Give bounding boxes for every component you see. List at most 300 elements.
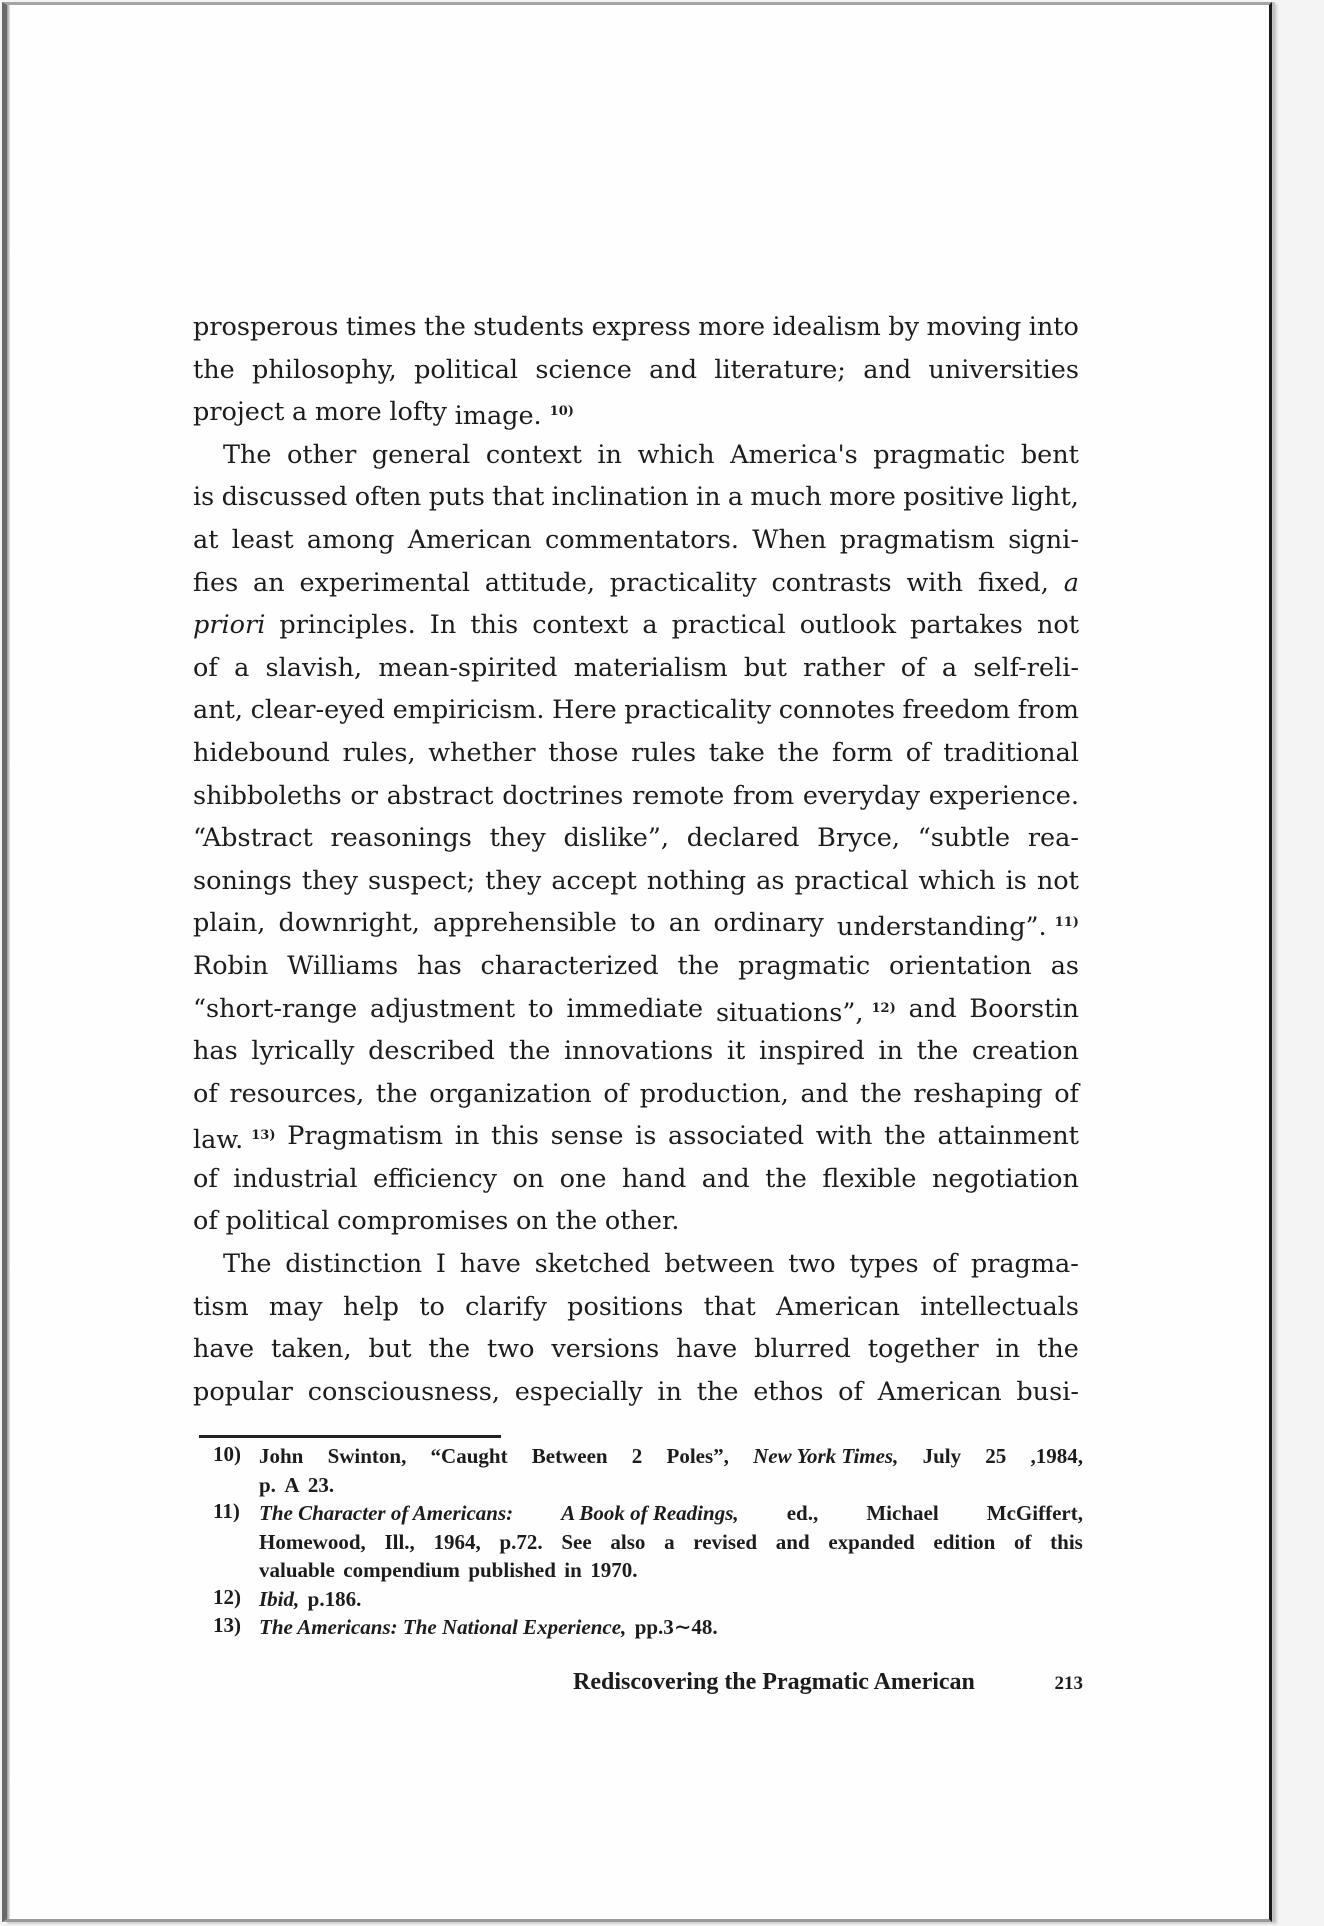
word: practicality xyxy=(624,695,772,726)
word: the xyxy=(696,1376,739,1407)
word: literature; xyxy=(714,354,846,385)
word: creation xyxy=(971,1036,1079,1067)
word: positions xyxy=(567,1291,684,1322)
word: whether xyxy=(428,737,536,768)
footnote-text: ,1984, xyxy=(1030,1444,1083,1468)
word: in xyxy=(657,1376,682,1407)
body-line xyxy=(193,349,1079,392)
word: innovations xyxy=(564,1036,714,1067)
word: to xyxy=(419,1291,445,1322)
body-line xyxy=(193,1371,1079,1414)
word: apprehensible xyxy=(433,908,617,939)
word: political xyxy=(225,1206,330,1237)
footnote-reference[interactable]: 10) xyxy=(549,404,574,420)
word: of xyxy=(1054,1078,1079,1109)
word: and xyxy=(701,1163,750,1194)
footnote-text: See xyxy=(561,1529,592,1554)
word: a xyxy=(234,652,250,683)
footnote-line xyxy=(259,1471,1083,1500)
word: of xyxy=(838,1376,863,1407)
word: American xyxy=(407,524,532,555)
word: a xyxy=(1063,567,1079,598)
word: remote xyxy=(632,780,725,811)
word: in xyxy=(695,482,721,513)
footnote-line xyxy=(259,1528,1083,1557)
word: form xyxy=(831,737,894,768)
word: of xyxy=(932,1249,958,1280)
footnote-text: p.72. xyxy=(499,1529,543,1554)
word: immediate xyxy=(566,993,704,1024)
word: a xyxy=(642,610,658,641)
word: rea- xyxy=(1027,823,1079,854)
running-footer-title: Rediscovering the Pragmatic American xyxy=(573,1669,975,1695)
word: the xyxy=(424,312,466,342)
word: with xyxy=(815,1121,873,1152)
word: context xyxy=(532,610,629,641)
word: prosperous xyxy=(193,312,339,342)
word: blurred xyxy=(754,1334,851,1365)
word: “subtle xyxy=(917,823,1011,854)
footnote-text: edition xyxy=(933,1529,996,1554)
word: intellectuals xyxy=(920,1291,1079,1322)
word: of xyxy=(905,737,931,768)
word: one xyxy=(559,1163,607,1194)
body-line xyxy=(193,1200,1079,1243)
word: inspired xyxy=(758,1036,865,1067)
footnote-text: 25 xyxy=(985,1444,1007,1468)
word: contrasts xyxy=(771,567,892,598)
word: ant, xyxy=(193,695,243,726)
word: doctrines xyxy=(502,780,624,811)
footnote-text: Swinton, xyxy=(327,1444,407,1468)
word: a xyxy=(727,482,744,513)
word: express xyxy=(591,312,691,342)
word: from xyxy=(732,780,795,811)
word: that xyxy=(492,482,545,513)
body-line xyxy=(193,519,1079,562)
word: situations”, xyxy=(715,997,864,1028)
word: have xyxy=(459,1249,521,1280)
word: Boorstin xyxy=(969,993,1079,1024)
word: versions xyxy=(551,1334,660,1365)
word: shibboleths xyxy=(193,780,342,811)
body-line xyxy=(193,860,1079,903)
word: mean-spirited xyxy=(378,652,558,683)
word: hand xyxy=(621,1163,687,1194)
word: they xyxy=(301,865,359,896)
word: orientation xyxy=(889,950,1032,981)
word: not xyxy=(1036,865,1079,896)
footnote-text: compendium xyxy=(343,1558,460,1582)
word: is xyxy=(1005,865,1027,896)
word: America's xyxy=(730,439,858,470)
footnote-text: Ill., xyxy=(384,1529,415,1554)
word: ordinary xyxy=(713,908,824,939)
body-line xyxy=(193,902,1079,945)
word: context xyxy=(485,439,582,470)
word: has xyxy=(416,950,462,981)
word: described xyxy=(368,1036,495,1067)
footnote-number: 10) xyxy=(213,1442,241,1466)
word: pragmatic xyxy=(738,950,871,981)
word: American xyxy=(775,1291,900,1322)
footnote-number: 13) xyxy=(213,1613,241,1637)
footnote-text: Ibid, xyxy=(259,1586,300,1611)
word: Here xyxy=(552,695,617,726)
footnote-reference[interactable]: 11) xyxy=(1054,915,1079,931)
footnote xyxy=(213,1442,1083,1499)
word: compromises xyxy=(337,1206,509,1237)
word: general xyxy=(371,439,471,470)
footnote-text: The Character of Americans: xyxy=(259,1501,514,1525)
word: that xyxy=(703,1291,756,1322)
running-footer xyxy=(573,1669,1083,1696)
word: consciousness, xyxy=(307,1376,500,1407)
footnote-text: expanded xyxy=(828,1529,915,1554)
body-line xyxy=(193,434,1079,477)
word: at xyxy=(193,524,219,555)
word: of xyxy=(193,652,218,683)
word: “Abstract xyxy=(193,823,313,854)
word: fixed, xyxy=(977,567,1049,598)
word: it xyxy=(726,1036,746,1067)
word: plain, xyxy=(193,908,266,939)
footnote-line xyxy=(259,1613,1083,1642)
word: discussed xyxy=(221,482,348,513)
word-with-footnote-ref xyxy=(716,988,896,1031)
word: rather xyxy=(803,652,885,683)
word: they xyxy=(489,823,546,854)
word: by xyxy=(888,312,920,342)
footnote-text: p.186. xyxy=(307,1586,362,1611)
footnote-line xyxy=(259,1499,1083,1528)
footnote-line xyxy=(259,1556,1083,1585)
word: is xyxy=(193,482,215,513)
word: the xyxy=(555,1206,598,1237)
body-text xyxy=(193,306,1079,1413)
word: in xyxy=(995,1334,1021,1365)
word: among xyxy=(306,524,395,555)
word: the xyxy=(916,1036,959,1067)
document-page xyxy=(2,2,1272,1922)
word: two xyxy=(788,1249,836,1280)
word: philosophy, xyxy=(252,354,397,385)
word-with-footnote-ref xyxy=(193,1115,276,1158)
word: connotes xyxy=(778,695,895,726)
body-line xyxy=(193,562,1079,605)
footnotes xyxy=(213,1442,1083,1642)
body-line xyxy=(193,689,1079,732)
body-line xyxy=(193,732,1079,775)
word: “short-range xyxy=(193,993,358,1024)
footnote-text: A Book of Readings, xyxy=(561,1501,739,1525)
body-line xyxy=(193,1030,1079,1073)
footnote-text: McGiffert, xyxy=(986,1501,1083,1525)
word: reasonings xyxy=(330,823,472,854)
word: they xyxy=(485,865,542,896)
word: which xyxy=(918,865,996,896)
word: the xyxy=(860,1078,902,1109)
word: attainment xyxy=(937,1121,1079,1152)
word: often xyxy=(354,482,422,513)
footnote-text: 1964, xyxy=(433,1529,481,1554)
word: light, xyxy=(1011,482,1079,513)
word: in xyxy=(878,1036,903,1067)
word: moving xyxy=(926,312,1022,342)
footnote xyxy=(213,1499,1083,1585)
word: resources, xyxy=(229,1078,365,1109)
footnote-text: 23. xyxy=(307,1472,335,1497)
word: priori xyxy=(193,610,266,641)
word: Pragmatism xyxy=(287,1121,444,1152)
body-line xyxy=(193,1286,1079,1329)
word: image. xyxy=(454,401,542,432)
word: efficiency xyxy=(373,1163,498,1194)
word: hidebound xyxy=(193,737,330,768)
word: times xyxy=(345,312,417,342)
footnote-text: Michael xyxy=(866,1501,939,1525)
word: law. xyxy=(193,1125,244,1156)
word: flexible xyxy=(822,1163,917,1194)
word: lofty xyxy=(389,397,447,428)
word: a xyxy=(292,397,308,428)
word: those xyxy=(548,737,619,768)
word: reshaping xyxy=(913,1078,1043,1109)
body-line xyxy=(193,1115,1079,1158)
word: more xyxy=(314,397,382,428)
footnote-text: this xyxy=(1050,1529,1083,1554)
word: puts xyxy=(428,482,485,513)
word: the xyxy=(193,354,235,385)
word: bent xyxy=(1020,439,1079,470)
word: Williams xyxy=(287,950,399,981)
word: accept xyxy=(551,865,637,896)
word: help xyxy=(342,1291,399,1322)
word: have xyxy=(193,1334,255,1365)
word: of xyxy=(193,1206,218,1237)
word: the xyxy=(1037,1334,1079,1365)
word: clarify xyxy=(465,1291,547,1322)
word: suspect; xyxy=(368,865,476,896)
word: The xyxy=(223,439,272,470)
word: attitude, xyxy=(484,567,595,598)
word: political xyxy=(414,354,519,385)
word: take xyxy=(708,737,765,768)
word: with xyxy=(906,567,964,598)
word: I xyxy=(435,1249,446,1280)
word: between xyxy=(664,1249,775,1280)
word: not xyxy=(1036,610,1079,641)
footnote-separator xyxy=(199,1435,501,1438)
body-line xyxy=(193,988,1079,1031)
word: of xyxy=(603,1078,629,1109)
word: on xyxy=(512,1163,545,1194)
word: partakes xyxy=(910,610,1023,641)
word: experience. xyxy=(928,780,1079,811)
word: outlook xyxy=(799,610,897,641)
footnote-text: A xyxy=(284,1472,300,1497)
word: fies xyxy=(193,567,239,598)
body-line xyxy=(193,817,1079,860)
word: the xyxy=(777,737,820,768)
word: the xyxy=(884,1121,926,1152)
word: science xyxy=(535,354,632,385)
word: tism xyxy=(193,1291,249,1322)
word: an xyxy=(668,908,701,939)
word: and xyxy=(908,993,957,1024)
word: or xyxy=(350,780,378,811)
word: clear-eyed xyxy=(250,695,386,726)
word: When xyxy=(752,524,827,555)
word: this xyxy=(491,1121,539,1152)
word: commentators. xyxy=(545,524,739,555)
footnote-text: New York Times, xyxy=(753,1444,899,1468)
word: sketched xyxy=(534,1249,651,1280)
word: rules xyxy=(631,737,697,768)
word: into xyxy=(1028,312,1079,342)
word: of xyxy=(193,1163,218,1194)
word: on xyxy=(516,1206,548,1237)
word: and xyxy=(800,1078,849,1109)
word: principles. xyxy=(279,610,416,641)
body-line xyxy=(193,1243,1079,1286)
word: sense xyxy=(550,1121,624,1152)
footnote-text: in xyxy=(564,1558,582,1582)
word: universities xyxy=(928,354,1079,385)
word: taken, xyxy=(271,1334,352,1365)
word: In xyxy=(429,610,457,641)
word: popular xyxy=(193,1376,293,1407)
word: organization xyxy=(429,1078,592,1109)
word: sonings xyxy=(193,865,292,896)
footnote-reference[interactable]: 13) xyxy=(251,1128,276,1144)
word: least xyxy=(231,524,294,555)
footnote-text: pp.3∼48. xyxy=(634,1615,718,1639)
footnote-text: a xyxy=(664,1529,675,1554)
footnote xyxy=(213,1613,1083,1642)
word: may xyxy=(268,1291,323,1322)
word: characterized xyxy=(480,950,659,981)
word: pragmatism xyxy=(839,524,995,555)
word: distinction xyxy=(285,1249,423,1280)
footnote-text: 2 xyxy=(631,1444,643,1468)
word: has xyxy=(193,1036,238,1067)
page-number: 213 xyxy=(1054,1673,1083,1694)
word: as xyxy=(756,865,785,896)
word: nothing xyxy=(646,865,747,896)
body-line xyxy=(193,1328,1079,1371)
word: types xyxy=(849,1249,919,1280)
footnote-text: Homewood, xyxy=(259,1529,366,1554)
word-with-footnote-ref xyxy=(455,391,574,434)
word: positive xyxy=(903,482,1005,513)
word: ethos xyxy=(753,1376,824,1407)
word: slavish, xyxy=(265,652,363,683)
footnote-text: ed., xyxy=(786,1501,819,1525)
body-line xyxy=(193,306,1079,349)
body-line xyxy=(193,647,1079,690)
footnote-text: 1970. xyxy=(590,1558,638,1582)
word: other. xyxy=(604,1206,680,1237)
word: more xyxy=(829,482,896,513)
word: have xyxy=(676,1334,738,1365)
word: this xyxy=(470,610,519,641)
word: empiricism. xyxy=(392,695,545,726)
footnote-text: Between xyxy=(531,1444,608,1468)
word: Bryce, xyxy=(817,823,900,854)
word: experimental xyxy=(299,567,471,598)
word: to xyxy=(528,993,554,1024)
footnote xyxy=(213,1585,1083,1614)
footnote-text: “Caught xyxy=(430,1444,508,1468)
word: traditional xyxy=(943,737,1079,768)
word: the xyxy=(677,950,720,981)
word: students xyxy=(473,312,585,342)
word: the xyxy=(428,1334,471,1365)
word: in xyxy=(454,1121,480,1152)
word: declared xyxy=(686,823,800,854)
word: the xyxy=(765,1163,807,1194)
word: of xyxy=(193,1078,218,1109)
word: practicality xyxy=(609,567,757,598)
footnote-text: revised xyxy=(693,1529,758,1554)
word: freedom xyxy=(902,695,1011,726)
word: a xyxy=(941,652,958,683)
footnote-line xyxy=(259,1585,1083,1614)
word: as xyxy=(1050,950,1079,981)
word: everyday xyxy=(802,780,921,811)
word: together xyxy=(867,1334,979,1365)
body-line xyxy=(193,391,1079,434)
word: in xyxy=(597,439,622,470)
word: to xyxy=(630,908,656,939)
footnote-number: 12) xyxy=(213,1584,241,1609)
word: Robin xyxy=(193,950,269,981)
word: understanding”. xyxy=(836,912,1047,943)
word: production, xyxy=(639,1078,789,1109)
word: especially xyxy=(514,1376,643,1407)
footnote-line xyxy=(259,1442,1083,1471)
body-line xyxy=(193,1073,1079,1116)
word: idealism xyxy=(772,312,881,342)
footnote-reference[interactable]: 12) xyxy=(871,1000,896,1016)
word: is xyxy=(635,1121,657,1152)
body-line xyxy=(193,604,1079,647)
word: much xyxy=(750,482,822,513)
footnote-number: 11) xyxy=(213,1499,240,1523)
footnote-text: The Americans: The National Experience, xyxy=(259,1615,627,1639)
word: of xyxy=(900,652,926,683)
word: The xyxy=(223,1249,272,1280)
body-line xyxy=(193,1158,1079,1201)
word-with-footnote-ref xyxy=(837,902,1079,945)
word: negotiation xyxy=(931,1163,1079,1194)
word: pragma- xyxy=(970,1249,1079,1280)
body-line xyxy=(193,775,1079,818)
word: industrial xyxy=(233,1163,358,1194)
word: busi- xyxy=(1016,1376,1079,1407)
word: two xyxy=(487,1334,535,1365)
footnote-text: Poles”, xyxy=(666,1444,729,1468)
footnote-text: valuable xyxy=(259,1558,335,1582)
word: abstract xyxy=(386,780,494,811)
word: but xyxy=(368,1334,412,1365)
footnote-text: p. xyxy=(259,1472,276,1497)
word: more xyxy=(698,312,766,342)
body-line xyxy=(193,476,1079,519)
word: dislike”, xyxy=(563,823,670,854)
word: downright, xyxy=(278,908,420,939)
